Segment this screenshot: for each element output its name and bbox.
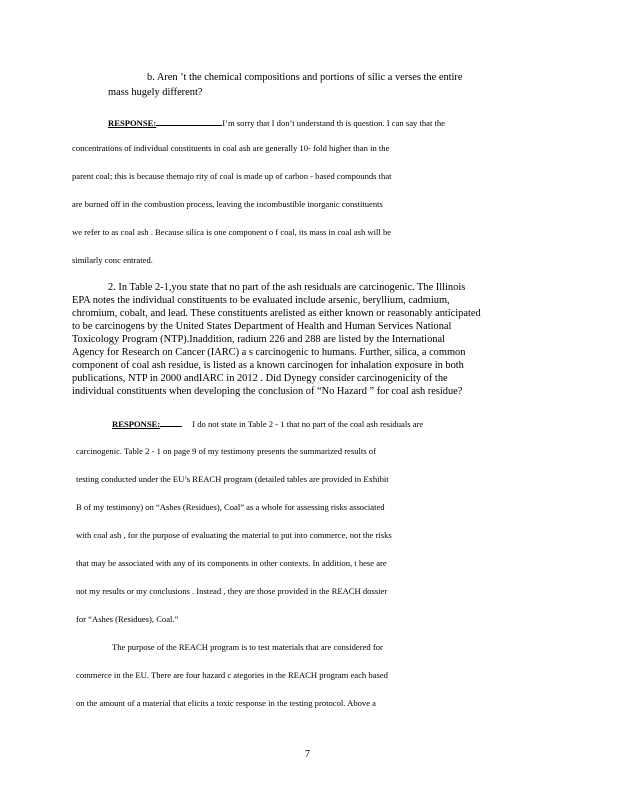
page-number: 7 xyxy=(305,749,310,760)
response-1-first-line xyxy=(108,117,445,128)
response-2-line-8: for “Ashes (Residues), Coal.” xyxy=(76,614,179,624)
question-2-line-9: individual constituents when developing the conclusion of “No Hazard ” for coal ash residue? xyxy=(72,386,463,397)
response-1-line-2: concentrations of individual constituents in coal ash are generally 10- fold higher than in the xyxy=(72,143,390,153)
response-text: I do not state in Table 2 - 1 that no part of the coal ash residuals are xyxy=(192,419,424,429)
response-2-line-10: commerce in the EU. There are four hazard c ategories in the REACH program each based xyxy=(76,670,388,680)
question-2-line-8: publications, NTP in 2000 andIARC in 2012 . Did Dynegy consider carcinogenicity of the xyxy=(72,373,448,384)
question-2-line-7: component of coal ash residue, is listed as a known carcinogen for inhalation exposure in both xyxy=(72,360,464,371)
response-2-line-9: The purpose of the REACH program is to test materials that are considered for xyxy=(112,642,383,652)
response-label-underline xyxy=(156,117,222,126)
response-2-line-2: carcinogenic. Table 2 - 1 on page 9 of my testimony presents the summarized results of xyxy=(76,446,376,456)
response-1-line-3: parent coal; this is because themajo rity of coal is made up of carbon - based compounds that xyxy=(72,171,392,181)
response-2-line-11: on the amount of a material that elicits a toxic response in the testing protocol. Above a xyxy=(76,698,376,708)
question-2-line-5: Toxicology Program (NTP).Inaddition, radium 226 and 288 are listed by the International xyxy=(72,334,445,345)
question-2-line-4: to be carcinogens by the United States Department of Health and Human Services National xyxy=(72,321,452,332)
response-2-line-4: B of my testimony) on “Ashes (Residues), Coal” as a whole for assessing risks associated xyxy=(76,502,385,512)
question-2-line-3: chromium, cobalt, and lead. These constituents arelisted as either known or reasonably anticipated xyxy=(72,308,481,319)
response-text: I’m sorry that I don’t understand th is question. I can say that the xyxy=(222,118,445,128)
question-2-line-1: 2. In Table 2-1,you state that no part of the ash residuals are carcinogenic. The Illinois xyxy=(108,282,466,293)
question-2-line-6: Agency for Research on Cancer (IARC) a s carcinogenic to humans. Further, silica, a common xyxy=(72,347,466,358)
response-2-line-6: that may be associated with any of its components in other contexts. In addition, t hese are xyxy=(76,558,387,568)
response-2-line-5: with coal ash , for the purpose of evaluating the material to put into commerce, not the risks xyxy=(76,530,392,540)
question-b-line-2: mass hugely different? xyxy=(108,87,203,98)
question-b-line-1: b. Aren ’t the chemical compositions and portions of silic a verses the entire xyxy=(147,72,463,83)
response-1-line-5: we refer to as coal ash . Because silica is one component o f coal, its mass in coal ash will be xyxy=(72,227,392,237)
response-1-line-6: similarly conc entrated. xyxy=(72,255,153,265)
response-2-line-7: not my results or my conclusions . Instead , they are those provided in the REACH dossier xyxy=(76,586,388,596)
response-label: RESPONSE: xyxy=(108,118,157,128)
response-label: RESPONSE: xyxy=(112,419,161,429)
response-1-line-4: are burned off in the combustion process, leaving the incombustible inorganic constituents xyxy=(72,199,383,209)
question-2-line-2: EPA notes the individual constituents to be evaluated include arsenic, beryllium, cadmium, xyxy=(72,295,450,306)
response-label-underline xyxy=(160,418,182,427)
response-2-line-3: testing conducted under the EU’s REACH program (detailed tables are provided in Exhibit xyxy=(76,474,389,484)
response-2-first-line xyxy=(112,418,423,429)
